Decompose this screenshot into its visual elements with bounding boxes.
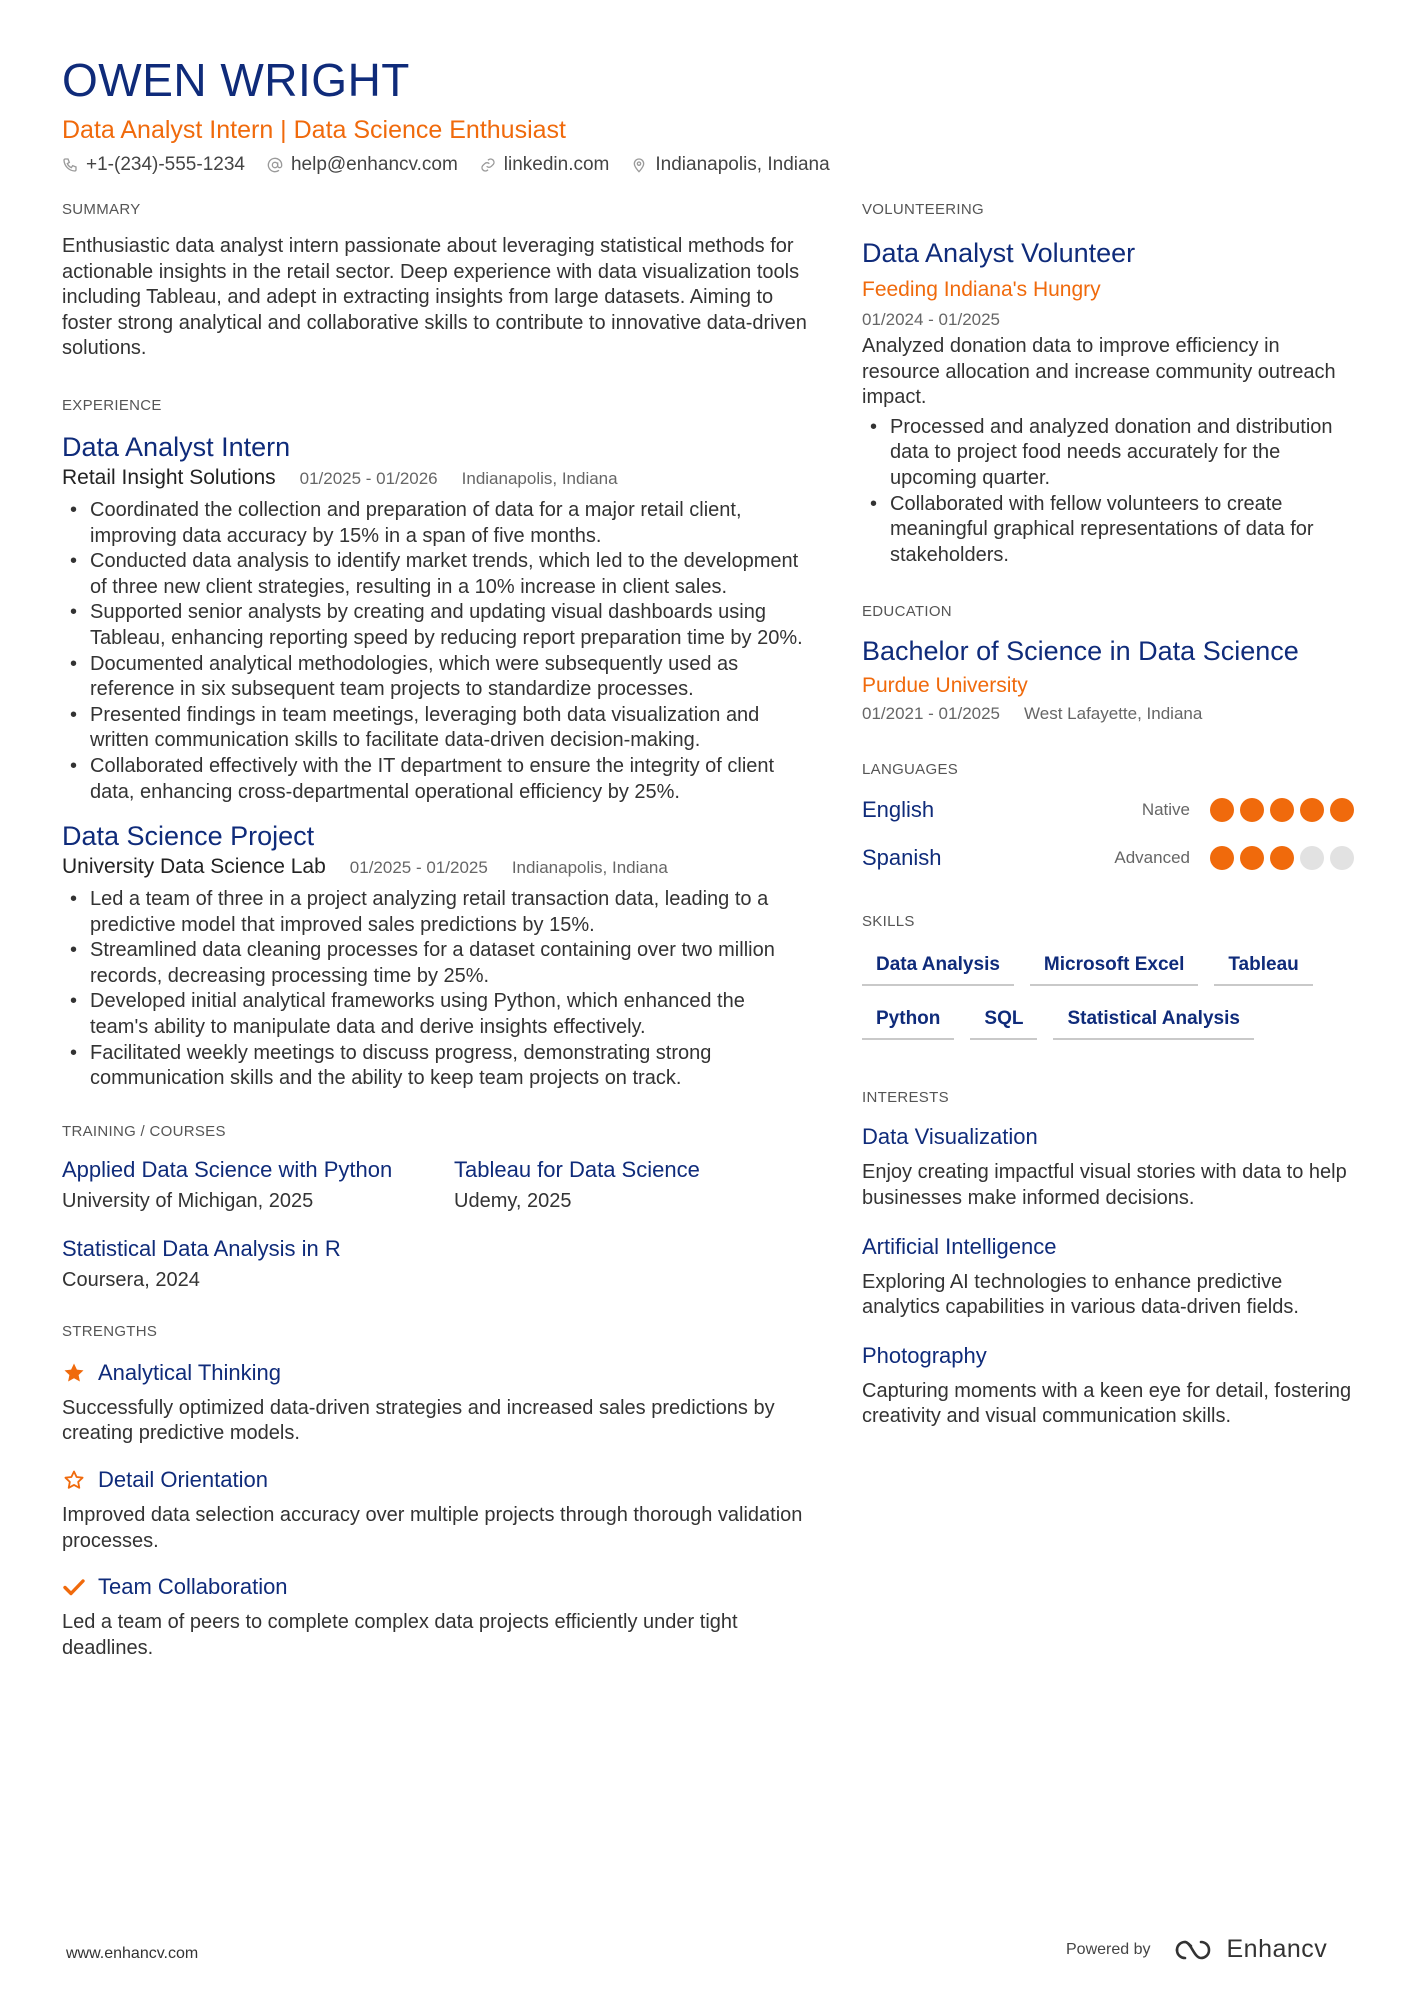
left-column bbox=[62, 200, 807, 1695]
checkmark-icon bbox=[62, 1575, 86, 1599]
contact-email[interactable] bbox=[267, 154, 458, 176]
bullet-item: • Facilitated weekly meetings to discuss progress, demonstrating strong communication skills and the ability to keep team projects on track. bbox=[62, 1041, 807, 1092]
location-text: Indianapolis, Indiana bbox=[655, 154, 830, 175]
section-title: EDUCATION bbox=[862, 603, 952, 621]
bullet-item: • Coordinated the collection and preparation of data for a major retail client, improving data accuracy by 15% in a span of five months. bbox=[62, 498, 807, 549]
bullet-item: • Developed initial analytical frameworks using Python, which enhanced the team's ability to manipulate data and derive insights effectively. bbox=[62, 989, 807, 1040]
strength-desc: Successfully optimized data-driven strategies and increased sales predictions by creating predictive models. bbox=[62, 1396, 775, 1445]
candidate-name: OWEN WRIGHT bbox=[62, 54, 410, 106]
job-location: Indianapolis, Indiana bbox=[511, 858, 668, 878]
volunteer-dates: 01/2024 - 01/2025 bbox=[862, 310, 1001, 329]
section-title: TRAINING / COURSES bbox=[62, 1122, 226, 1140]
candidate-headline: Data Analyst Intern | Data Science Enthusiast bbox=[62, 116, 566, 144]
star-filled-icon bbox=[62, 1361, 86, 1385]
training-grid bbox=[62, 1156, 807, 1292]
skill-tag: SQL bbox=[970, 1000, 1037, 1040]
volunteering-section bbox=[862, 200, 1357, 568]
course-title: Statistical Data Analysis in R bbox=[62, 1235, 341, 1261]
course-item bbox=[62, 1156, 422, 1213]
email-text: help@enhancv.com bbox=[290, 154, 458, 175]
interest-title: Photography bbox=[862, 1342, 987, 1368]
resume-header bbox=[62, 52, 1352, 176]
course-provider: Coursera, 2024 bbox=[62, 1268, 200, 1291]
bullet-item: • Collaborated effectively with the IT department to ensure the integrity of client data, enhancing cross-departmental operational efficiency by 25%. bbox=[62, 754, 807, 805]
course-title: Tableau for Data Science bbox=[454, 1156, 700, 1182]
bullet-item: • Streamlined data cleaning processes for a dataset containing over two million records, decreasing processing time by 25%. bbox=[62, 938, 807, 989]
skill-tag: Tableau bbox=[1214, 946, 1312, 986]
experience-entry bbox=[62, 430, 807, 805]
at-sign-icon bbox=[267, 157, 283, 173]
training-section bbox=[62, 1122, 807, 1292]
strength-head bbox=[62, 1465, 807, 1495]
enhancv-logo-icon bbox=[1173, 1937, 1217, 1963]
rating-dot-filled bbox=[1210, 798, 1234, 822]
contact-phone[interactable] bbox=[62, 154, 245, 176]
strength-title: Team Collaboration bbox=[98, 1574, 288, 1600]
language-row bbox=[862, 840, 1357, 876]
volunteer-org: Feeding Indiana's Hungry bbox=[862, 278, 1101, 301]
interest-desc: Enjoy creating impactful visual stories with data to help businesses make informed decisions. bbox=[862, 1161, 1347, 1209]
strengths-section bbox=[62, 1322, 807, 1662]
job-location: Indianapolis, Indiana bbox=[461, 468, 618, 488]
powered-by-label: Powered by bbox=[1066, 1940, 1151, 1958]
interest-title: Artificial Intelligence bbox=[862, 1233, 1057, 1259]
right-column bbox=[862, 200, 1357, 1464]
rating-dot-filled bbox=[1240, 798, 1264, 822]
language-level: Advanced bbox=[1114, 848, 1190, 868]
job-company: University Data Science Lab bbox=[62, 855, 326, 879]
bullet-item: • Processed and analyzed donation and distribution data to project food needs accurately for the upcoming quarter. bbox=[862, 415, 1357, 492]
language-rating bbox=[1210, 798, 1354, 822]
strength-desc: Led a team of peers to complete complex data projects efficiently under tight deadlines. bbox=[62, 1611, 738, 1659]
strength-item bbox=[62, 1465, 807, 1554]
skill-tag: Python bbox=[862, 1000, 954, 1040]
experience-section bbox=[62, 396, 807, 1092]
strength-title: Detail Orientation bbox=[98, 1467, 268, 1493]
section-title: SUMMARY bbox=[62, 201, 141, 218]
rating-dot-empty bbox=[1330, 846, 1354, 870]
job-meta bbox=[62, 855, 807, 879]
strength-head bbox=[62, 1572, 807, 1602]
brand-logo bbox=[1173, 1935, 1328, 1964]
language-name: English bbox=[862, 797, 935, 823]
phone-icon bbox=[62, 157, 78, 173]
rating-dot-filled bbox=[1240, 846, 1264, 870]
course-provider: Udemy, 2025 bbox=[454, 1189, 572, 1212]
interests-section bbox=[862, 1088, 1357, 1430]
linkedin-text: linkedin.com bbox=[503, 154, 610, 175]
bullet-item: • Collaborated with fellow volunteers to create meaningful graphical representations of data for stakeholders. bbox=[862, 492, 1357, 569]
education-school: Purdue University bbox=[862, 674, 1028, 698]
job-bullets bbox=[62, 498, 807, 805]
job-role: Data Science Project bbox=[62, 821, 315, 852]
language-rating bbox=[1210, 846, 1354, 870]
languages-section bbox=[862, 760, 1357, 876]
course-provider: University of Michigan, 2025 bbox=[62, 1189, 314, 1212]
summary-text: Enthusiastic data analyst intern passionate about leveraging statistical methods for actionable insights in the retail sector. Deep experience with data visualization tools including Tableau, and adept in extracting insights from large datasets. Aiming to foster strong analytical and collaborative skills to contribute to innovative data-driven solutions. bbox=[62, 235, 807, 360]
interest-item bbox=[862, 1232, 1357, 1321]
job-dates: 01/2025 - 01/2026 bbox=[299, 468, 438, 488]
bullet-item: • Supported senior analysts by creating and updating visual dashboards using Tableau, enhancing reporting speed by reducing report preparation time by 20%. bbox=[62, 600, 807, 651]
footer-branding[interactable] bbox=[1066, 1935, 1327, 1964]
rating-dot-filled bbox=[1270, 846, 1294, 870]
star-outline-icon bbox=[62, 1468, 86, 1492]
job-meta bbox=[62, 466, 807, 490]
footer-website[interactable]: www.enhancv.com bbox=[66, 1945, 199, 1962]
section-title: SKILLS bbox=[862, 913, 915, 931]
job-company: Retail Insight Solutions bbox=[62, 465, 276, 489]
section-title: VOLUNTEERING bbox=[862, 201, 984, 218]
rating-dot-filled bbox=[1330, 798, 1354, 822]
education-location: West Lafayette, Indiana bbox=[1024, 704, 1203, 724]
link-icon bbox=[480, 157, 496, 173]
bullet-item: • Conducted data analysis to identify market trends, which led to the development of three new client strategies, resulting in a 10% increase in client sales. bbox=[62, 549, 807, 600]
education-section bbox=[862, 602, 1357, 724]
job-bullets bbox=[62, 887, 807, 1092]
interest-desc: Capturing moments with a keen eye for detail, fostering creativity and visual communication skills. bbox=[862, 1379, 1352, 1428]
rating-dot-filled bbox=[1270, 798, 1294, 822]
brand-name: Enhancv bbox=[1226, 1935, 1328, 1963]
summary-section bbox=[62, 200, 807, 362]
skills-section bbox=[862, 912, 1357, 1040]
section-title: INTERESTS bbox=[862, 1089, 949, 1107]
skills-list bbox=[862, 946, 1357, 1040]
volunteer-role: Data Analyst Volunteer bbox=[862, 238, 1136, 268]
language-level: Native bbox=[1141, 800, 1190, 820]
skill-tag: Statistical Analysis bbox=[1053, 1000, 1253, 1040]
strength-item bbox=[62, 1358, 807, 1447]
bullet-item: • Led a team of three in a project analyzing retail transaction data, leading to a predictive model that improved sales predictions by 15%. bbox=[62, 887, 807, 938]
interest-item bbox=[862, 1122, 1357, 1211]
section-title: LANGUAGES bbox=[862, 761, 959, 779]
rating-dot-empty bbox=[1300, 846, 1324, 870]
language-row bbox=[862, 792, 1357, 828]
course-item bbox=[62, 1235, 422, 1292]
phone-text: +1-(234)-555-1234 bbox=[86, 154, 245, 175]
interest-item bbox=[862, 1341, 1357, 1430]
contact-linkedin[interactable] bbox=[480, 154, 610, 176]
skill-tag: Data Analysis bbox=[862, 946, 1014, 986]
course-item bbox=[454, 1156, 814, 1213]
education-degree: Bachelor of Science in Data Science bbox=[862, 636, 1299, 667]
strength-item bbox=[62, 1572, 807, 1661]
bullet-item: • Documented analytical methodologies, which were subsequently used as reference in six subsequent team projects to standardize processes. bbox=[62, 652, 807, 703]
bullet-item: • Presented findings in team meetings, leveraging both data visualization and written communication skills to facilitate data-driven decision-making. bbox=[62, 703, 807, 754]
interest-title: Data Visualization bbox=[862, 1124, 1038, 1150]
volunteer-bullets bbox=[862, 415, 1357, 569]
education-meta bbox=[862, 704, 1357, 724]
contact-bar bbox=[62, 154, 1352, 176]
interest-desc: Exploring AI technologies to enhance predictive analytics capabilities in various data-driven fields. bbox=[862, 1270, 1299, 1319]
education-dates: 01/2021 - 01/2025 bbox=[862, 704, 1001, 724]
strength-head bbox=[62, 1358, 807, 1388]
strength-desc: Improved data selection accuracy over multiple projects through thorough validation processes. bbox=[62, 1504, 803, 1552]
volunteer-desc: Analyzed donation data to improve efficiency in resource allocation and increase community outreach impact. bbox=[862, 335, 1336, 409]
strength-title: Analytical Thinking bbox=[98, 1359, 282, 1385]
rating-dot-filled bbox=[1300, 798, 1324, 822]
job-dates: 01/2025 - 01/2025 bbox=[349, 858, 488, 878]
section-title: STRENGTHS bbox=[62, 1322, 158, 1340]
section-title: EXPERIENCE bbox=[62, 396, 162, 414]
skill-tag: Microsoft Excel bbox=[1030, 946, 1198, 986]
course-title: Applied Data Science with Python bbox=[62, 1156, 393, 1182]
language-name: Spanish bbox=[862, 845, 942, 871]
experience-entry bbox=[62, 819, 807, 1092]
job-role: Data Analyst Intern bbox=[62, 431, 291, 462]
location-pin-icon bbox=[631, 157, 647, 173]
rating-dot-filled bbox=[1210, 846, 1234, 870]
contact-location bbox=[631, 154, 829, 176]
